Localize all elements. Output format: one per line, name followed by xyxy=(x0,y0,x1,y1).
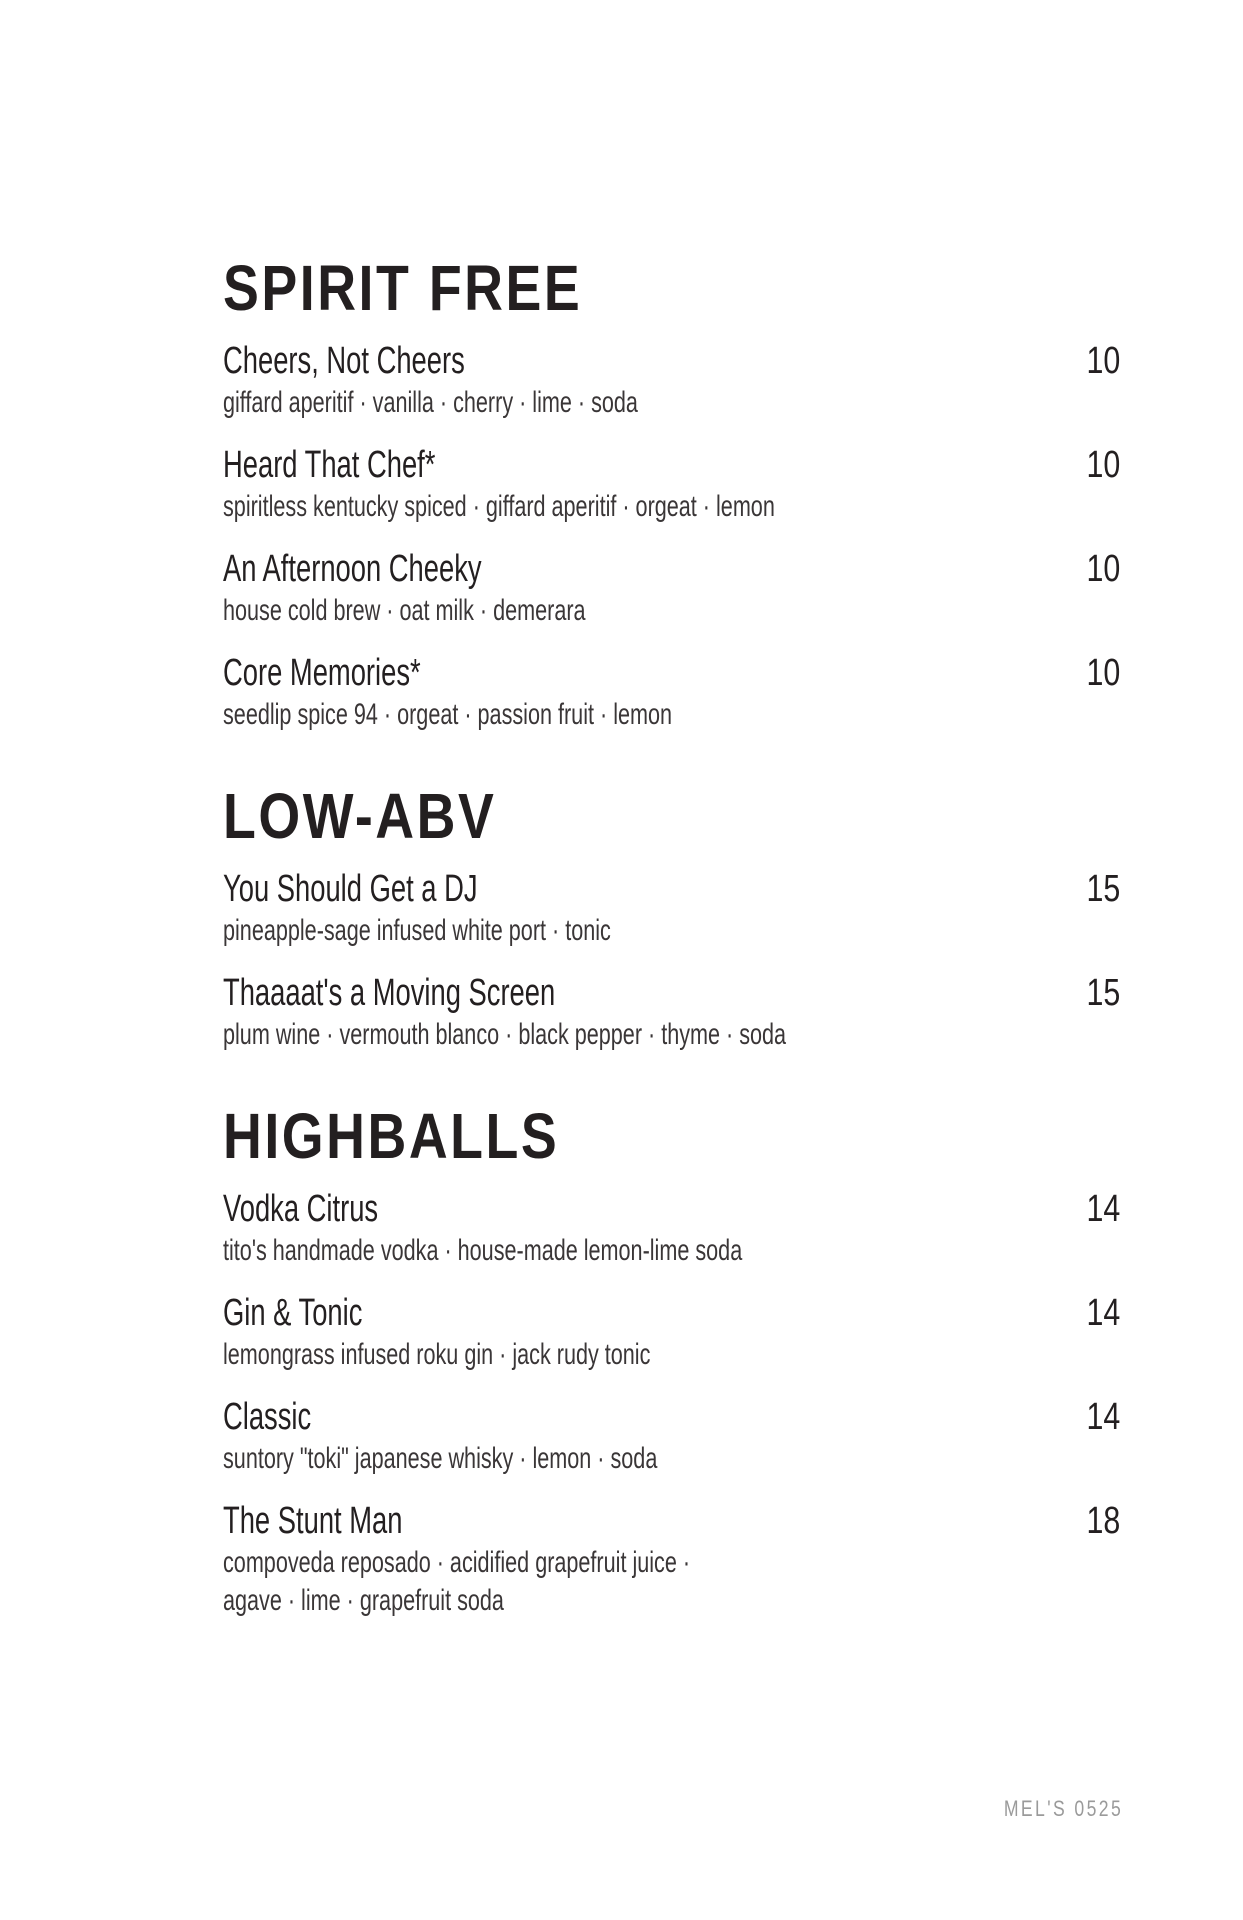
item-price: 10 xyxy=(1086,652,1120,694)
section-low-abv xyxy=(223,780,1120,1054)
item-description: seedlip spice 94 · orgeat · passion fruit · lemon xyxy=(223,698,673,731)
item-name: Classic xyxy=(223,1396,312,1438)
menu-item xyxy=(223,970,1120,1054)
item-price: 14 xyxy=(1086,1396,1120,1438)
item-name: The Stunt Man xyxy=(223,1500,403,1542)
item-price: 14 xyxy=(1086,1292,1120,1334)
item-header xyxy=(223,1290,1120,1336)
section-title: LOW-ABV xyxy=(223,780,497,852)
drinks-menu xyxy=(223,252,1120,1666)
item-price: 10 xyxy=(1086,444,1120,486)
item-description: giffard aperitif · vanilla · cherry · lime · soda xyxy=(223,386,638,419)
section-spirit-free xyxy=(223,252,1120,734)
item-description: tito's handmade vodka · house-made lemon-lime soda xyxy=(223,1234,743,1267)
item-header xyxy=(223,970,1120,1016)
section-highballs xyxy=(223,1100,1120,1620)
item-description: suntory "toki" japanese whisky · lemon · soda xyxy=(223,1442,658,1475)
menu-code: MEL'S 0525 xyxy=(1003,1796,1123,1821)
item-description: plum wine · vermouth blanco · black pepper · thyme · soda xyxy=(223,1018,787,1051)
item-header xyxy=(223,1186,1120,1232)
item-description: compoveda reposado · acidified grapefruit juice · xyxy=(223,1546,691,1579)
item-header xyxy=(223,442,1120,488)
menu-item xyxy=(223,650,1120,734)
item-header xyxy=(223,338,1120,384)
menu-item xyxy=(223,1290,1120,1374)
item-name: Cheers, Not Cheers xyxy=(223,340,465,382)
menu-item xyxy=(223,866,1120,950)
item-name: Thaaaat's a Moving Screen xyxy=(223,972,556,1014)
menu-item xyxy=(223,1498,1120,1620)
item-header xyxy=(223,546,1120,592)
item-name: You Should Get a DJ xyxy=(223,868,478,910)
item-price: 10 xyxy=(1086,340,1120,382)
item-header xyxy=(223,650,1120,696)
item-header xyxy=(223,866,1120,912)
menu-item xyxy=(223,546,1120,630)
menu-item xyxy=(223,338,1120,422)
item-description: pineapple-sage infused white port · tonic xyxy=(223,914,611,947)
item-price: 18 xyxy=(1086,1500,1120,1542)
item-description: agave · lime · grapefruit soda xyxy=(223,1584,504,1617)
section-title: HIGHBALLS xyxy=(223,1100,560,1172)
item-description: spiritless kentucky spiced · giffard aperitif · orgeat · lemon xyxy=(223,490,775,523)
item-header xyxy=(223,1394,1120,1440)
menu-item xyxy=(223,442,1120,526)
item-name: Core Memories* xyxy=(223,652,421,694)
item-price: 15 xyxy=(1086,868,1120,910)
menu-item xyxy=(223,1186,1120,1270)
item-name: Vodka Citrus xyxy=(223,1188,379,1230)
section-title: SPIRIT FREE xyxy=(223,252,583,324)
item-name: An Afternoon Cheeky xyxy=(223,548,482,590)
item-name: Gin & Tonic xyxy=(223,1292,363,1334)
item-description: house cold brew · oat milk · demerara xyxy=(223,594,586,627)
item-header xyxy=(223,1498,1120,1544)
item-price: 14 xyxy=(1086,1188,1120,1230)
item-description: lemongrass infused roku gin · jack rudy tonic xyxy=(223,1338,651,1371)
item-name: Heard That Chef* xyxy=(223,444,436,486)
menu-item xyxy=(223,1394,1120,1478)
item-price: 10 xyxy=(1086,548,1120,590)
item-price: 15 xyxy=(1086,972,1120,1014)
